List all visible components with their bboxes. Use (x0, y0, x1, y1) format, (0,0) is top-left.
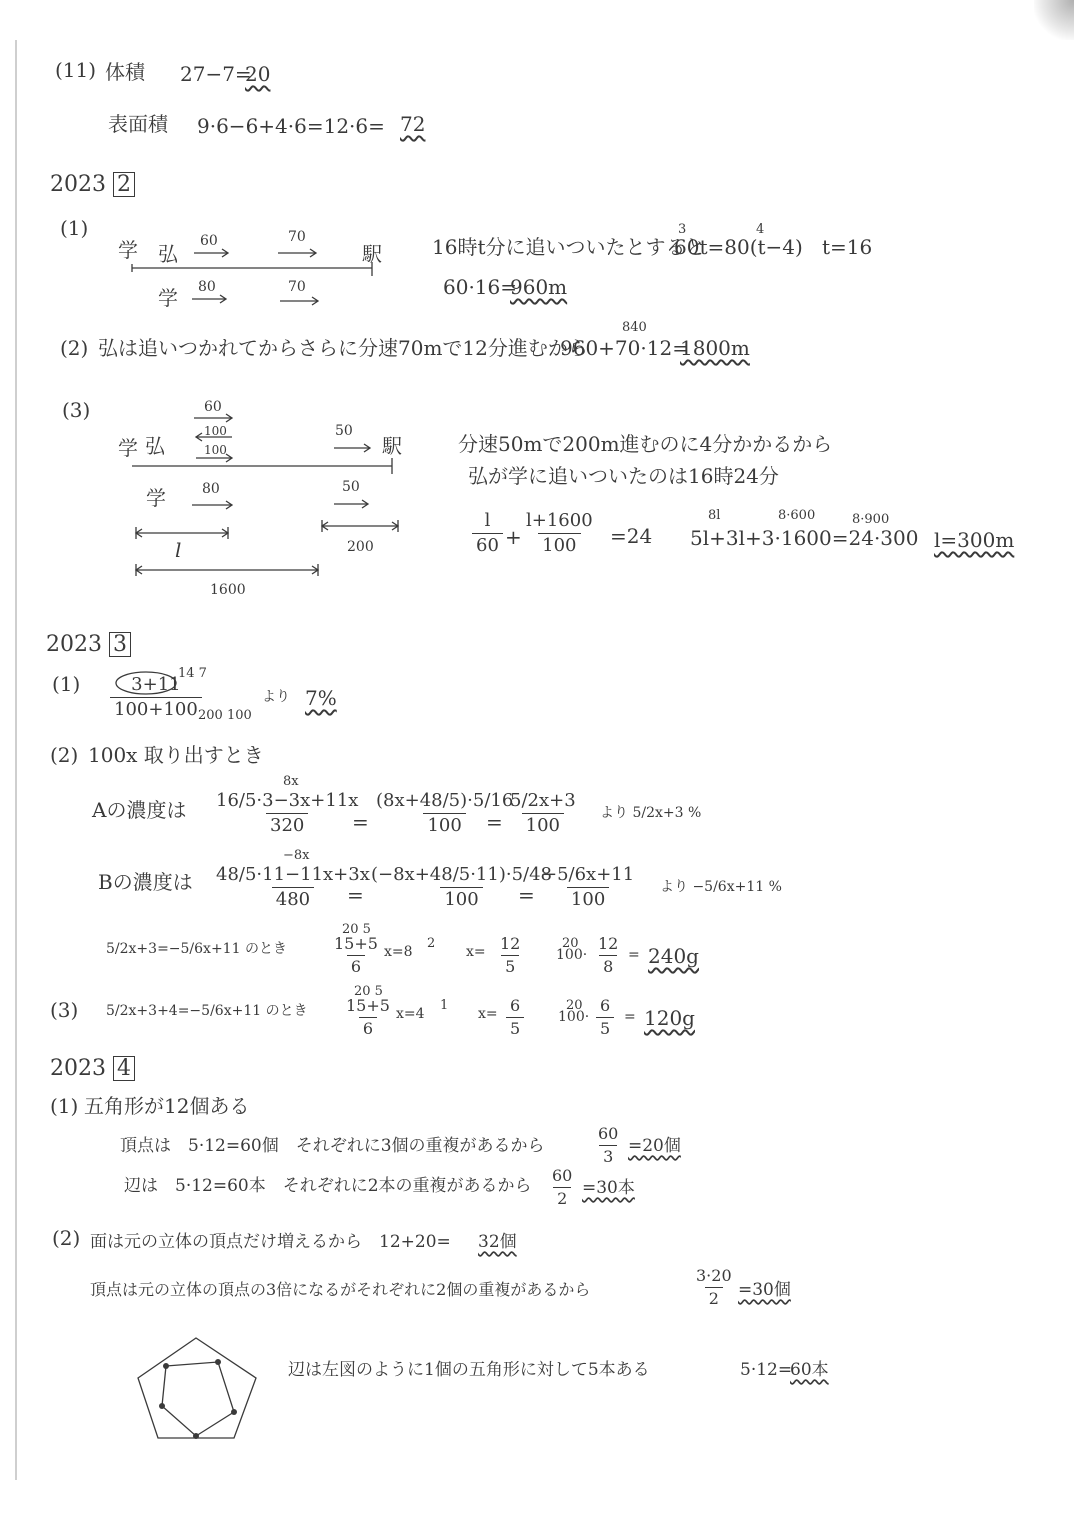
surface-label: 表面積 (108, 112, 168, 136)
section-3-number: 3 (109, 632, 131, 657)
s3p2-b-frac-3-num: −5/6x+11 (542, 864, 635, 885)
d3-arrow-60 (194, 414, 232, 422)
s3p3-eq-frac-den: 6 (359, 1017, 377, 1037)
diagram3-speed-100b: 100 (204, 443, 227, 457)
s3p1-yori: より (262, 689, 290, 705)
s3p3-answer: 120g (644, 1006, 695, 1030)
s3p3-calc-ann: 20 (566, 998, 583, 1013)
s4p1-vertex-frac-den: 3 (599, 1145, 617, 1165)
section-2-year: 2023 (50, 172, 106, 197)
diagram3-hiroshi: 弘 (145, 434, 165, 458)
diagram3-eki: 駅 (382, 434, 402, 458)
pentagon-dot (159, 1403, 165, 1409)
s4p2-vertex-frac-den: 2 (705, 1287, 723, 1307)
s3p2-calc-ann: 20 (562, 936, 579, 951)
s3p2-x-eq: x= (466, 944, 486, 960)
s3p2-eq-rest-ann: 2 (427, 936, 436, 951)
s2p3-eq24: =24 (610, 524, 653, 548)
s3p2-a-frac-3-den: 100 (522, 813, 564, 835)
s3p2-eq-line: 5/2x+3=−5/6x+11 のとき (106, 941, 287, 957)
s3p2-b-eq2: = (518, 883, 535, 907)
s3p3-calc-pre: 100· (558, 1009, 590, 1025)
surface-answer: 72 (400, 112, 426, 136)
diagram3-gaku2: 学 (146, 486, 166, 510)
s3p2-b-frac-2-num: (−8x+48/5·11)·5/48 (371, 864, 553, 885)
s4p2-edge-text: 辺は左図のように1個の五角形に対して5本ある (288, 1360, 650, 1380)
s3p2-text: 100x 取り出すとき (88, 743, 264, 767)
s2p3-label: (3) (62, 398, 91, 422)
s4p1-vertex-answer: =20個 (628, 1136, 681, 1156)
diagram3-gaku: 学 (118, 436, 138, 460)
s2p1-label: (1) (60, 216, 89, 240)
diagram1-hiroshi: 弘 (158, 242, 178, 266)
s2p1-equation: 60t=80(t−4) (674, 235, 803, 259)
diagram1-gaku: 学 (118, 238, 138, 262)
s2p3-ann-8-900: 8·900 (852, 512, 890, 527)
s3p2-b-frac-2-den: 100 (440, 887, 482, 909)
diagram1-speed-60: 60 (200, 233, 218, 249)
d3-arrow-80 (192, 501, 232, 509)
s2p3-answer: l=300m (934, 528, 1015, 552)
d3-dim-1600 (136, 566, 318, 574)
d3-arrow-100 (196, 454, 232, 462)
s4p1-edge-answer: =30本 (582, 1178, 635, 1198)
s3p2-b-frac-3-den: 100 (567, 887, 609, 909)
s4p1-label: (1) (50, 1094, 79, 1118)
section-2-number: 2 (113, 172, 135, 197)
s3p3-calc-frac-num: 6 (600, 996, 611, 1015)
diagram3-speed-50b: 50 (342, 479, 360, 495)
s4p1-edge-frac-num: 60 (552, 1166, 573, 1185)
s4p1-vertex-frac-num: 60 (598, 1124, 619, 1143)
s3p2-calc-frac-num: 12 (598, 934, 619, 953)
s2p1-text: 16時t分に追いついたとすると (432, 235, 706, 259)
s3p3-eq-frac-num: 15+5 (346, 996, 390, 1015)
pentagon-outer (138, 1338, 256, 1438)
s4p2-edge-answer: 60本 (790, 1360, 829, 1380)
s3p1-answer: 7% (305, 686, 337, 710)
diagram1-eki: 駅 (362, 242, 382, 266)
s2p2-answer: 1800m (680, 336, 750, 360)
s4p2-face-text: 面は元の立体の頂点だけ増えるから 12+20= (90, 1232, 451, 1252)
s2p1-calc: 60·16= (443, 275, 518, 299)
s4p2-edge-calc: 5·12= (740, 1360, 793, 1380)
s3p1-num-ann: 14 7 (178, 666, 207, 681)
s3p2-calc-eq: = (628, 947, 640, 963)
s2p2-label: (2) (60, 336, 89, 360)
s2p3-frac-1-num: l (484, 510, 491, 531)
diagram3-speed-80: 80 (202, 481, 220, 497)
s3p2-a-eq2: = (486, 810, 503, 834)
s3p2-a-yori: より 5/2x+3 % (600, 805, 702, 821)
s4p1-edge-text: 辺は 5·12=60本 それぞれに2本の重複があるから (124, 1176, 532, 1196)
diagram3-length-200: 200 (347, 539, 374, 555)
s3p2-eq-frac-num: 15+5 (334, 934, 378, 953)
s3p2-b-eq1: = (347, 883, 364, 907)
surface-expr: 9·6−6+4·6=12·6= (197, 114, 385, 138)
s3p1-circle (116, 672, 176, 694)
s4p2-label: (2) (52, 1226, 81, 1250)
s4p2-vertex-text: 頂点は元の立体の頂点の3倍になるがそれぞれに2個の重複があるから (90, 1280, 591, 1299)
diagram3-speed-100a: 100 (204, 424, 227, 438)
s3p2-eq-frac-ann: 20 5 (342, 922, 371, 937)
s3p2-eq-frac-den: 6 (347, 955, 365, 975)
s2p2-text: 弘は追いつかれてからさらに分速70mで12分進むから (98, 336, 588, 360)
s4p2-vertex-frac-num: 3·20 (696, 1266, 732, 1285)
s3p1-num: 3+11 (131, 674, 181, 695)
s3p3-label: (3) (50, 998, 79, 1022)
s4p2-face-answer: 32個 (478, 1232, 517, 1252)
d3-dim-200 (322, 522, 398, 530)
diagram3-speed-50a: 50 (335, 423, 353, 439)
d3-dim-l (136, 529, 228, 537)
s3p2-answer: 240g (648, 944, 699, 968)
s3p2-x-frac-num: 12 (500, 934, 521, 953)
s3p2-calc-pre: 100· (556, 947, 588, 963)
s3p2-eq-rest: x=8 (384, 944, 413, 960)
diagram1-speed-70a: 70 (288, 229, 306, 245)
diagram3-length-l: l (175, 538, 182, 562)
s3p2-b-yori: より −5/6x+11 % (660, 879, 782, 895)
q11-label: (11) (55, 58, 97, 82)
s3p3-eq-rest-ann: 1 (440, 998, 449, 1013)
s2p3-plus: + (505, 525, 522, 549)
s3p2-x-frac-den: 5 (501, 955, 519, 975)
s3p3-x-frac-den: 5 (506, 1017, 524, 1037)
volume-expr: 27−7= (180, 62, 252, 86)
diagram3-length-1600: 1600 (210, 582, 246, 598)
s3p2-a-frac-1-num: 16/5·3−3x+11x (216, 790, 359, 811)
s3p3-x-frac-num: 6 (510, 996, 521, 1015)
section-4-year: 2023 (50, 1056, 106, 1081)
s3p2-a-eq1: = (352, 810, 369, 834)
s2p2-expr: 960+70·12= (560, 336, 689, 360)
s3p2-b-frac-1-num: 48/5·11−11x+3x (216, 864, 370, 885)
pentagon-inner (162, 1362, 234, 1436)
s3p3-calc-eq: = (624, 1009, 636, 1025)
s3p2-b-frac-1-den: 480 (272, 887, 314, 909)
s2p3-text1: 分速50mで200m進むのに4分かかるから (458, 432, 833, 456)
s2p3-frac-1-den: 60 (472, 533, 503, 555)
s4p1-vertex-text: 頂点は 5·12=60個 それぞれに3個の重複があるから (120, 1136, 545, 1156)
s3p2-b-ann: −8x (283, 848, 310, 863)
diagram1-speed-80: 80 (198, 279, 216, 295)
s2p1-answer: 960m (510, 275, 568, 299)
pentagon-dot (215, 1359, 221, 1365)
s3p2-a-ann: 8x (283, 774, 299, 789)
s2p3-ann-8l: 8l (708, 508, 721, 523)
s2p1-t: t=16 (822, 235, 873, 259)
s2p3-ann-8-600: 8·600 (778, 508, 816, 523)
s3p1-label: (1) (52, 672, 81, 696)
s3p2-calc-frac-den: 8 (599, 955, 617, 975)
diagram3-speed-60: 60 (204, 399, 222, 415)
pentagon-dot (163, 1363, 169, 1369)
d1-arrow-60 (194, 249, 228, 257)
s2p3-frac-2-den: 100 (538, 533, 580, 555)
pentagon-dot (231, 1409, 237, 1415)
section-3-year: 2023 (46, 632, 102, 657)
s4p1-edge-frac-den: 2 (553, 1187, 571, 1207)
s2p2-ann-840: 840 (622, 320, 647, 335)
s3p3-calc-frac-den: 5 (596, 1017, 614, 1037)
s3p3-eq-line: 5/2x+3+4=−5/6x+11 のとき (106, 1003, 308, 1019)
s3p2-b-label: Bの濃度は (98, 870, 193, 894)
volume-label: 体積 (105, 60, 145, 84)
s2p3-equation: 5l+3l+3·1600=24·300 (690, 526, 919, 550)
s2p3-text2: 弘が学に追いついたのは16時24分 (468, 464, 779, 488)
diagram1-speed-70b: 70 (288, 279, 306, 295)
s2p1-ann-4: 4 (756, 222, 765, 237)
s3p1-den-ann: 200 100 (198, 708, 252, 723)
s4p2-vertex-answer: =30個 (738, 1280, 791, 1300)
section-4-number: 4 (113, 1056, 135, 1081)
d1-arrow-80 (192, 295, 226, 303)
s3p3-x-eq: x= (478, 1006, 498, 1022)
s2p1-ann-3: 3 (678, 222, 687, 237)
s3p2-a-frac-2-den: 100 (423, 813, 465, 835)
s4p1-text: 五角形が12個ある (84, 1094, 250, 1118)
s3p2-a-frac-2-num: (8x+48/5)·5/16 (376, 790, 514, 811)
d3-arrow-50a (334, 444, 370, 452)
d1-arrow-70b (280, 297, 318, 305)
s3p3-eq-rest: x=4 (396, 1006, 425, 1022)
s2p3-frac-2-num: l+1600 (526, 510, 593, 531)
diagram1-gaku2: 学 (158, 286, 178, 310)
d1-arrow-70a (278, 249, 316, 257)
pentagon-dot (193, 1433, 199, 1439)
volume-answer: 20 (245, 62, 271, 86)
d3-arrow-50b (334, 500, 368, 508)
s3p2-a-label: Aの濃度は (92, 798, 187, 822)
d3-arrow-100-back (196, 433, 232, 441)
s3p3-eq-frac-ann: 20 5 (354, 984, 383, 999)
s3p2-a-frac-1-den: 320 (266, 813, 308, 835)
s3p2-a-frac-3-num: 5/2x+3 (510, 790, 576, 811)
s3p2-label: (2) (50, 743, 79, 767)
s3p1-den: 100+100 (110, 697, 202, 719)
